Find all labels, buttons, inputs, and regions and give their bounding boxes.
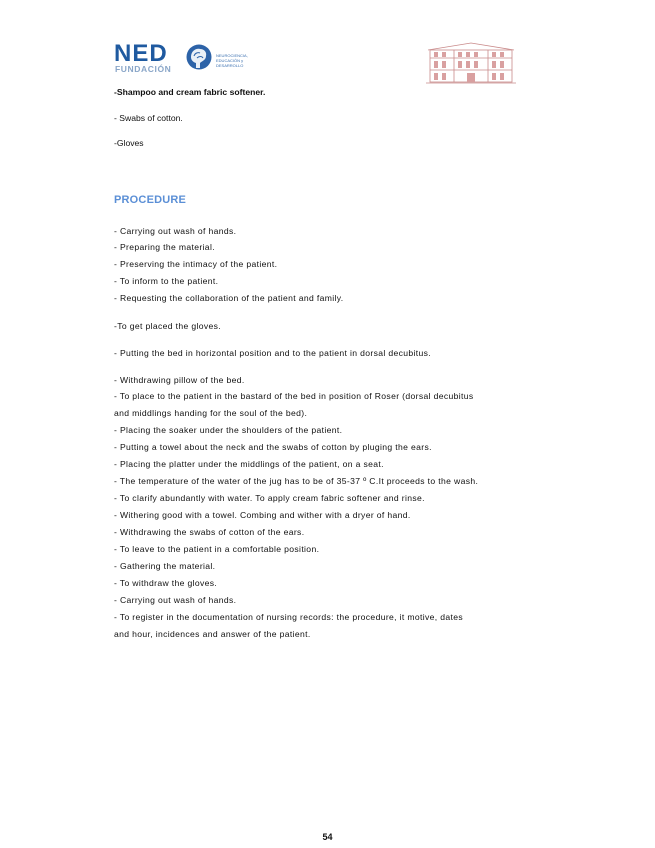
logo-tagline-line: DESARROLLO [216, 63, 244, 68]
procedure-step: - Withdrawing the swabs of cotton of the ears. [114, 527, 305, 537]
page-number: 54 [322, 832, 333, 842]
procedure-step: -To get placed the gloves. [114, 321, 222, 331]
procedure-step: - Carrying out wash of hands. [114, 226, 237, 236]
procedure-step: - The temperature of the water of the jug has to be of 35-37 º C.It proceeds to the wash. [114, 476, 479, 486]
procedure-step: and middlings handing for the soul of the bed). [114, 408, 308, 418]
procedure-step: - Placing the platter under the middlings of the patient, on a seat. [114, 459, 384, 469]
material-item: -Shampoo and cream fabric softener. [114, 87, 266, 97]
procedure-step: - Putting the bed in horizontal position and to the patient in dorsal decubitus. [114, 348, 432, 358]
procedure-step: - Placing the soaker under the shoulders of the patient. [114, 425, 343, 435]
procedure-step: - Preparing the material. [114, 242, 215, 252]
procedure-step: - Preserving the intimacy of the patient. [114, 259, 278, 269]
material-item: -Gloves [114, 138, 144, 148]
procedure-step: and hour, incidences and answer of the patient. [114, 629, 311, 639]
logo-tagline-line: NEUROCIENCIA, [216, 53, 248, 58]
logo-tagline [216, 53, 276, 68]
procedure-heading: PROCEDURE [114, 194, 187, 206]
procedure-step: - To inform to the patient. [114, 276, 219, 286]
procedure-step: - Withdrawing pillow of the bed. [114, 375, 245, 385]
procedure-step: - Carrying out wash of hands. [114, 595, 237, 605]
building-logo-icon [424, 40, 518, 86]
material-item: - Swabs of cotton. [114, 113, 183, 123]
brain-emblem-icon [185, 43, 213, 73]
procedure-step: - Gathering the material. [114, 561, 216, 571]
procedure-step: - To clarify abundantly with water. To apply cream fabric softener and rinse. [114, 493, 425, 503]
procedure-step: - Requesting the collaboration of the patient and family. [114, 293, 344, 303]
logo-tagline-line: EDUCACIÓN y [216, 58, 244, 63]
procedure-step: - To register in the documentation of nursing records: the procedure, it motive, dates [114, 612, 464, 622]
procedure-step: - Putting a towel about the neck and the swabs of cotton by pluging the ears. [114, 442, 432, 452]
logo-ned-wordmark: NED [114, 40, 168, 67]
procedure-step: - To withdraw the gloves. [114, 578, 218, 588]
ned-fundacion-logo [114, 42, 264, 76]
procedure-step: - Withering good with a towel. Combing and wither with a dryer of hand. [114, 510, 411, 520]
procedure-step: - To place to the patient in the bastard of the bed in position of Roser (dorsal decubitus [114, 391, 474, 401]
procedure-step: - To leave to the patient in a comfortable position. [114, 544, 320, 554]
logo-fundacion-text: FUNDACIÓN [115, 64, 172, 74]
